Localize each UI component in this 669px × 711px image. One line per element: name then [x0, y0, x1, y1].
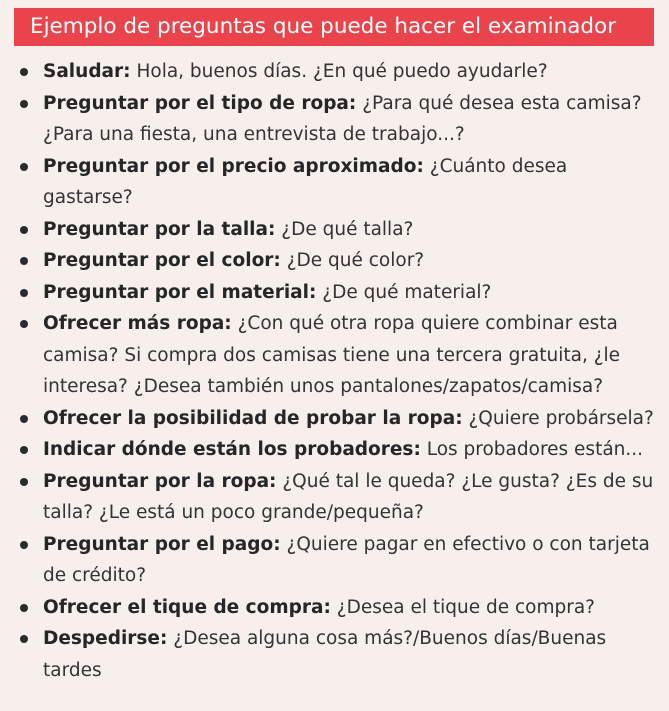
list-item	[0, 466, 669, 529]
item-label: Preguntar por el pago:	[43, 533, 281, 555]
item-text: ¿Desea el tique de compra?	[330, 596, 595, 618]
bullet-icon	[20, 163, 28, 171]
bullet-icon	[20, 289, 28, 297]
header-title: Ejemplo de preguntas que puede hacer el examinador	[30, 14, 617, 39]
list-item	[0, 277, 669, 309]
item-text: ¿De qué material?	[316, 281, 492, 303]
item-label: Indicar dónde están los probadores:	[43, 439, 421, 460]
item-label: Preguntar por el precio aproximado:	[43, 155, 424, 177]
item-text: ¿Cuánto desea gastarse?	[43, 155, 568, 208]
bullet-icon	[20, 635, 28, 643]
bullet-icon	[20, 541, 28, 549]
item-text: Los probadores están...	[420, 439, 644, 460]
bullet-icon	[20, 68, 28, 76]
list-item	[0, 434, 669, 466]
bullet-icon	[20, 320, 28, 328]
item-label: Preguntar por el tipo de ropa:	[43, 92, 357, 114]
bullet-icon	[20, 604, 28, 612]
item-label: Despedirse:	[43, 628, 168, 649]
item-text: ¿Quiere probársela?	[462, 407, 654, 429]
item-text: ¿Con qué otra ropa quiere combinar esta camisa? Si compra dos camisas tiene una tercera gratuita, ¿le interesa? ¿Desea también unos pantalones/zapatos/camisa?	[43, 313, 621, 397]
item-text: ¿De qué color?	[280, 250, 425, 271]
list-item	[0, 245, 669, 277]
item-label: Preguntar por el color:	[43, 250, 281, 271]
list-item	[0, 592, 669, 624]
bullet-icon	[20, 257, 28, 265]
list-item	[0, 623, 669, 686]
list-item	[0, 56, 669, 88]
item-label: Ofrecer el tique de compra:	[43, 596, 331, 618]
bullet-icon	[20, 226, 28, 234]
bullet-icon	[20, 478, 28, 486]
bullet-icon	[20, 446, 28, 454]
item-label: Preguntar por la ropa:	[43, 470, 277, 492]
item-text: ¿Qué tal le queda? ¿Le gusta? ¿Es de su talla? ¿Le está un poco grande/pequeña?	[43, 470, 654, 523]
bullet-icon	[20, 415, 28, 423]
list-item	[0, 151, 669, 214]
bullet-icon	[20, 100, 28, 108]
item-text: ¿De qué talla?	[275, 218, 414, 240]
item-text: ¿Desea alguna cosa más?/Buenos días/Buenas tardes	[43, 628, 607, 681]
question-list	[0, 56, 669, 686]
item-label: Preguntar por el material:	[43, 281, 317, 303]
list-item	[0, 88, 669, 151]
list-item	[0, 308, 669, 403]
item-text: ¿Para qué desea esta camisa? ¿Para una fiesta, una entrevista de trabajo...?	[43, 92, 642, 145]
item-label: Saludar:	[43, 61, 131, 82]
list-item	[0, 214, 669, 246]
item-label: Ofrecer la posibilidad de probar la ropa:	[43, 407, 463, 429]
list-item	[0, 529, 669, 592]
item-text: Hola, buenos días. ¿En qué puedo ayudarle?	[130, 61, 548, 82]
list-item	[0, 403, 669, 435]
item-text: ¿Quiere pagar en efectivo o con tarjeta de crédito?	[43, 533, 650, 586]
header-banner	[14, 8, 654, 46]
item-label: Preguntar por la talla:	[43, 218, 276, 240]
item-label: Ofrecer más ropa:	[43, 313, 232, 334]
